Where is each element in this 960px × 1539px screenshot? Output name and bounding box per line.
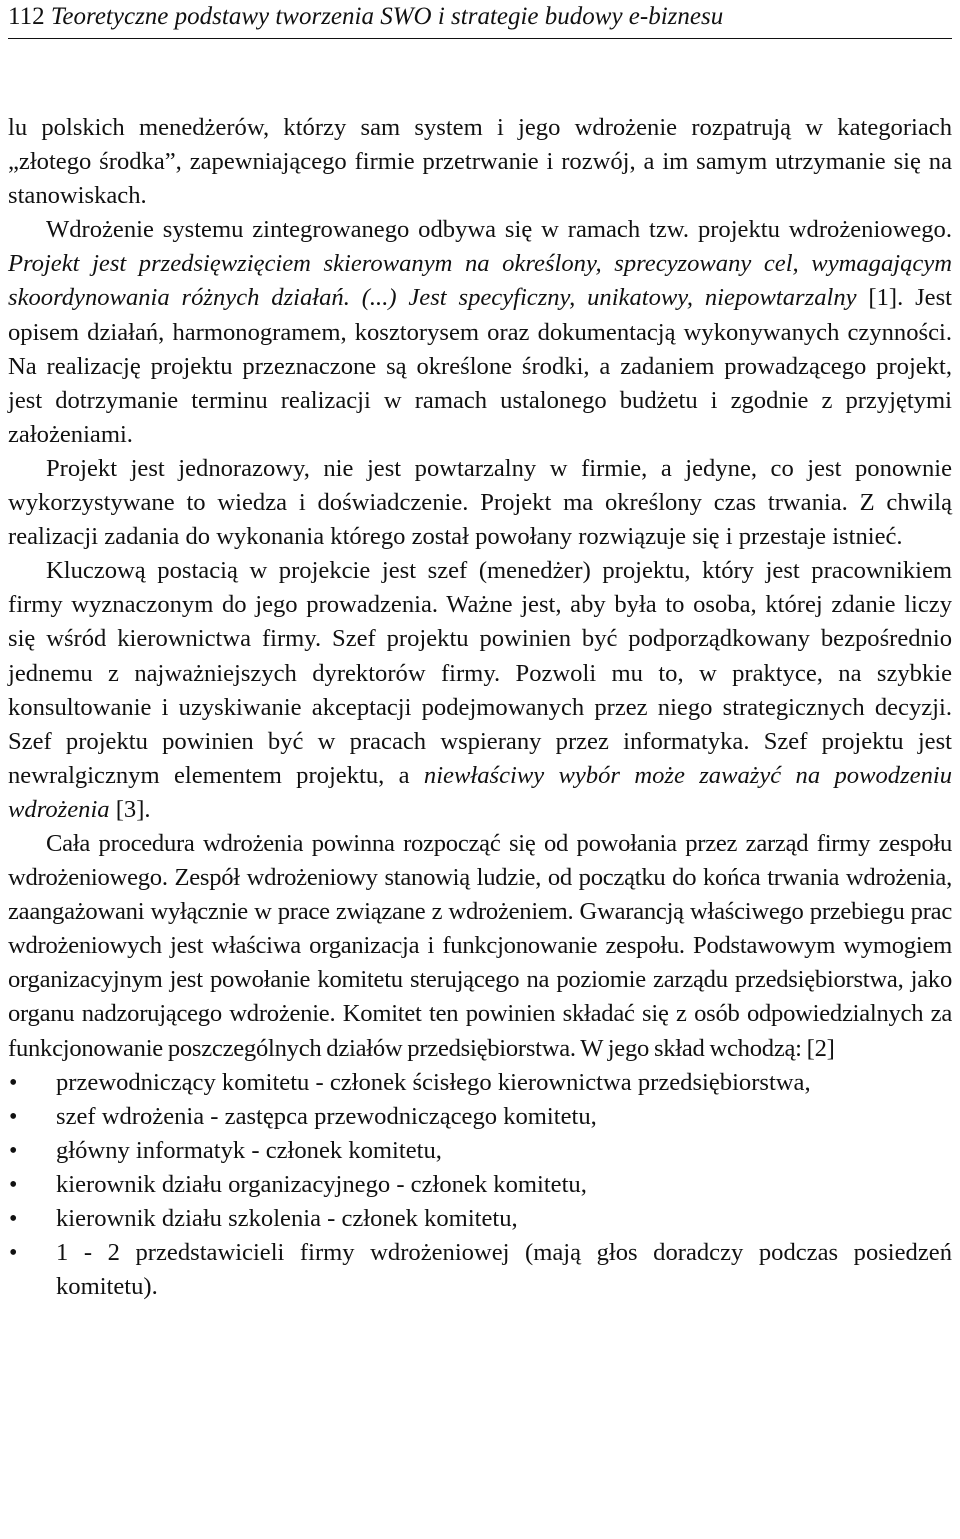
list-item: [8, 1134, 952, 1168]
paragraph-text: [3].: [109, 795, 151, 823]
running-header: [8, 0, 952, 39]
paragraph-project-definition: [8, 213, 952, 452]
paragraph-project-features: Projekt jest jednorazowy, nie jest powtarzalny w firmie, a jedyne, co jest ponownie wykorzystywane to wiedza i doświadczenie. Projekt ma określony czas trwania. Z chwilą realizacji zadania do wykonania którego został powołany rozwiązuje się i przestaje istnieć.: [8, 454, 952, 551]
emphasis-text: niewłaściwy wybór może zaważyć na powodzeniu wdrożenia: [8, 761, 952, 823]
bullet-icon: •: [9, 1171, 18, 1198]
paragraph-implementation-team: Cała procedura wdrożenia powinna rozpocząć się od powołania przez zarząd firmy zespołu wdrożeniowego. Zespół wdrożeniowy stanowią ludzie, od początku do końca trwania wdrożenia, zaangażowani wyłącznie w prace związane z wdrożeniem. Gwarancją właściwego przebiegu prac wdrożeniowych jest właściwa organizacja i funkcjonowanie zespołu. Podstawowym wymogiem organizacyjnym jest powołanie komitetu sterującego na poziomie zarządu przedsiębiorstwa, jako organu nadzorującego wdrożenie. Komitet ten powinien składać się z osób odpowiedzialnych za funkcjonowanie poszczególnych działów przedsiębiorstwa. W jego skład wchodzą: [2]: [8, 829, 952, 1062]
list-item: [8, 1066, 952, 1100]
paragraph-text: [1]. Jest opisem działań, harmonogramem, kosztorysem oraz dokumentacją wykonywanych czynności. Na realizację projektu przeznaczone są określone środki, a zadaniem prowadzącego projekt, jest dotrzymanie terminu realizacji w ramach ustalonego budżetu i zgodnie z przyjętymi założeniami.: [8, 284, 952, 448]
list-item-text: kierownik działu szkolenia - członek komitetu,: [56, 1205, 518, 1232]
list-item: [8, 1236, 952, 1304]
bullet-icon: •: [9, 1240, 18, 1267]
bullet-icon: •: [9, 1137, 18, 1164]
list-item-text: główny informatyk - członek komitetu,: [56, 1136, 442, 1164]
paragraph-project-manager: [8, 554, 952, 827]
list-item-text: przewodniczący komitetu - członek ścisłego kierownictwa przedsiębiorstwa,: [56, 1068, 811, 1096]
list-item: [8, 1168, 952, 1202]
list-item-text: szef wdrożenia - zastępca przewodniczącego komitetu,: [56, 1102, 597, 1130]
paragraph-text: Wdrożenie systemu zintegrowanego odbywa się w ramach tzw. projektu wdrożeniowego.: [46, 216, 952, 244]
running-title: Teoretyczne podstawy tworzenia SWO i strategie budowy e-biznesu: [50, 3, 724, 30]
list-item: [8, 1202, 952, 1236]
bullet-icon: •: [9, 1069, 18, 1096]
paragraph-continued: lu polskich menedżerów, którzy sam system i jego wdrożenie rozpatrują w kategoriach „złotego środka”, zapewniającego firmie przetrwanie i rozwój, a im samym utrzymanie się na stanowiskach.: [8, 114, 952, 210]
list-item-text: kierownik działu organizacyjnego - członek komitetu,: [56, 1170, 587, 1198]
body-text: [8, 111, 952, 1304]
list-item: [8, 1100, 952, 1134]
bullet-icon: •: [9, 1103, 18, 1130]
bullet-icon: •: [9, 1206, 18, 1232]
list-item-text: 1 - 2 przedstawicieli firmy wdrożeniowej (mają głos doradczy podczas posiedzeń komitetu).: [56, 1239, 952, 1301]
definition-quote: Projekt jest przedsięwzięciem skierowanym na określony, sprecyzowany cel, wymagającym skoordynowania różnych działań. (...) Jest specyficzny, unikatowy, niepowtarzalny: [8, 250, 952, 312]
paragraph-text: Kluczową postacią w projekcie jest szef (menedżer) projektu, który jest pracownikiem firmy wyznaczonym do jego prowadzenia. Ważne jest, aby była to osoba, której zdanie liczy się wśród kierownictwa firmy. Szef projektu powinien być podporządkowany bezpośrednio jednemu z najważniejszych dyrektorów firmy. Pozwoli mu to, w praktyce, na szybkie konsultowanie i uzyskiwanie akceptacji podejmowanych przez niego strategicznych decyzji. Szef projektu powinien być w pracach wspierany przez informatyka. Szef projektu jest newralgicznym elementem projektu, a: [8, 557, 952, 789]
committee-members-list: [8, 1066, 952, 1305]
page-number: 112: [8, 3, 45, 30]
